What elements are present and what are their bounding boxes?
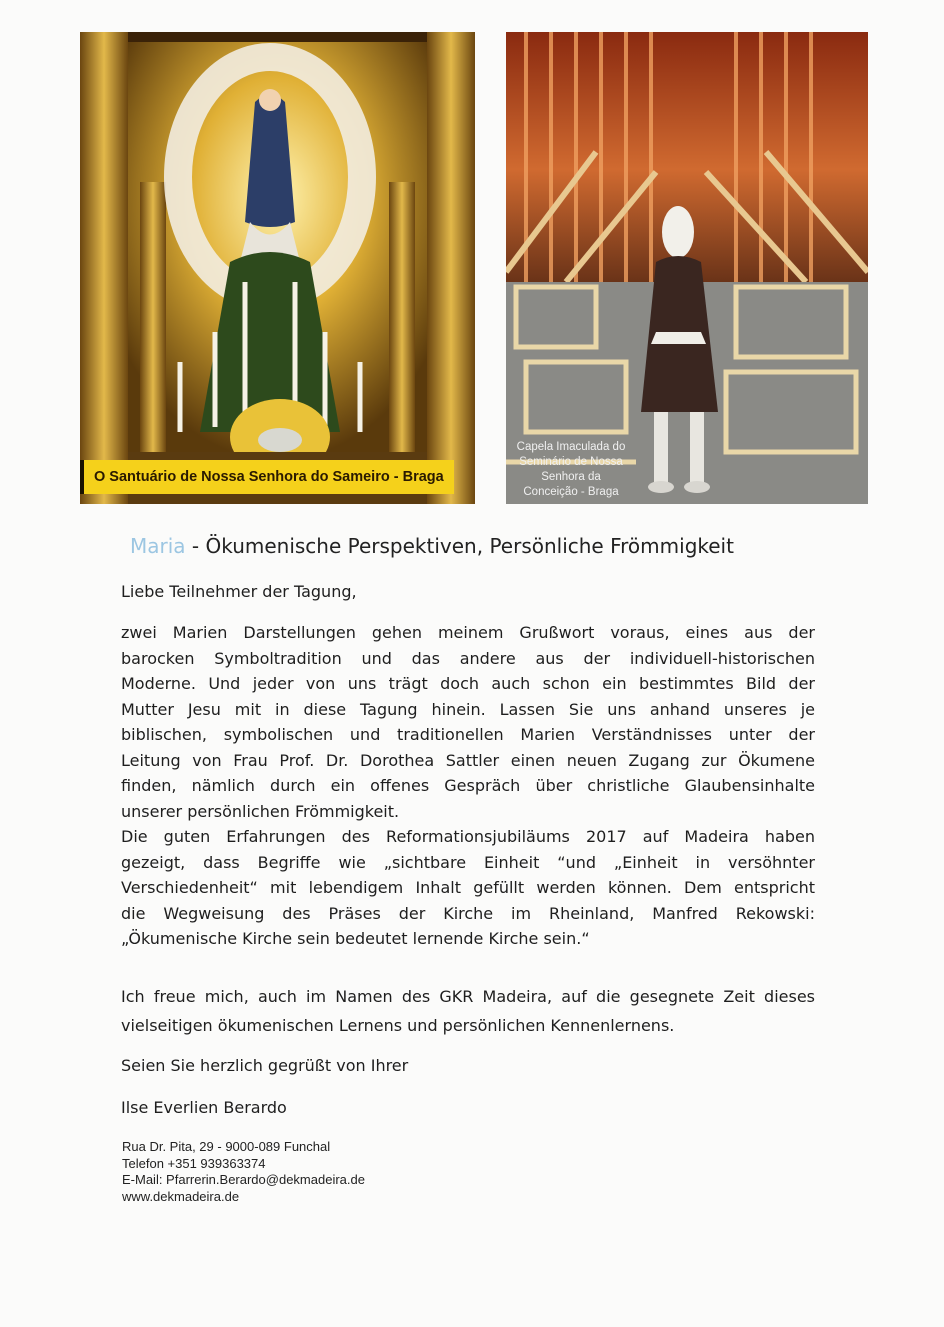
chapel-photo: [506, 32, 868, 504]
signature: Ilse Everlien Berardo: [121, 1098, 287, 1117]
paragraph-3: Ich freue mich, auch im Namen des GKR Madeira, auf die gesegnete Zeit dieses vielseitigen ökumenischen Lernens und persönlichen Kennenlernens.: [121, 987, 815, 1035]
title-accent: Maria: [130, 534, 186, 558]
contact-website: www.dekmadeira.de: [122, 1188, 240, 1204]
altar-photo: [80, 32, 475, 504]
chapel-caption: Capela Imaculada do Seminário de Nossa Senhora da Conceição - Braga: [516, 441, 626, 498]
paragraph-1: zwei Marien Darstellungen gehen meinem Grußwort voraus, eines aus der barocken Symboltradition und das andere aus der individuell-historischen Moderne. Und jeder von uns trägt doch auch schon ein bestimmtes Bild der Mutter Jesu mit in diese Tagung hinein. Lassen Sie uns anhand unseres je biblischen, symbolischen und traditionellen Marien Verständnisses unter der Leitung von Frau Prof. Dr. Dorothea Sattler einen neuen Zugang zur Ökumene finden, nämlich durch ein offenes Gespräch über christliche Glaubensinhalte unserer persönlichen Frömmigkeit. Die guten Erfahrungen des Reformationsjubiläums 2017 auf Madeira haben gezeigt, dass Begriffe wie „sichtbare Einheit “und „Einheit in versöhnter Verschiedenheit“ mit lebendigem Inhalt gefüllt werden können. Dem entspricht die Wegweisung des Präses der Kirche im Rheinland, Manfred Rekowski: „Ökumenische Kirche sein bedeutet lernende Kirche sein.“: [121, 623, 815, 948]
contact-block: [122, 1139, 365, 1205]
closing-line: Seien Sie herzlich gegrüßt von Ihrer: [121, 1056, 409, 1075]
contact-address: Rua Dr. Pita, 29 - 9000-089 Funchal: [122, 1139, 331, 1154]
contact-email: E-Mail: Pfarrerin.Berardo@dekmadeira.de: [122, 1172, 365, 1187]
title-rest: - Ökumenische Perspektiven, Persönliche Frömmigkeit: [185, 534, 734, 558]
contact-phone: Telefon +351 939363374: [122, 1155, 266, 1171]
page-title: [130, 534, 734, 558]
altar-caption: O Santuário de Nossa Senhora do Sameiro - Braga: [80, 460, 454, 494]
greeting: Liebe Teilnehmer der Tagung,: [121, 582, 357, 601]
